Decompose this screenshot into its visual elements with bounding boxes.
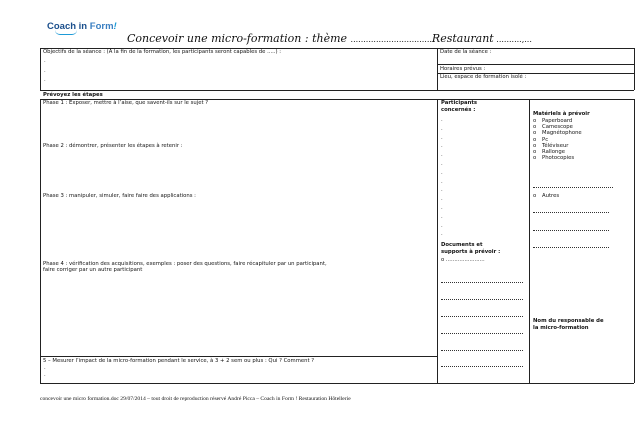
rule xyxy=(529,99,530,383)
rule xyxy=(40,383,634,384)
phase-5: 5 – Mesurer l’impact de la micro-formation pendant le service, à 3 + 2 sem ou plus : Qui ? Comment ? xyxy=(43,358,315,364)
phase-5-dot: . xyxy=(44,365,46,371)
materiels-label: Matériels à prévoir xyxy=(533,111,590,117)
rule xyxy=(634,99,635,383)
autres-label: Autres xyxy=(542,193,560,199)
dot: . xyxy=(441,134,443,141)
documents-label: Documents et xyxy=(441,242,483,248)
material-label: Rallonge xyxy=(542,149,565,156)
materiels-list xyxy=(533,118,582,161)
lieu-label: Lieu, espace de formation isolé : xyxy=(440,74,527,80)
list-item xyxy=(533,155,582,161)
documents-line xyxy=(441,333,523,334)
dot: . xyxy=(441,152,443,159)
rule xyxy=(40,48,41,90)
phase-4-line-2: faire corriger par un autre participant xyxy=(43,267,143,273)
logo-swoosh-icon xyxy=(55,30,77,35)
date-label: Date de la séance : xyxy=(440,49,492,55)
phase-2: Phase 2 : démontrer, présenter les étapes à retenir : xyxy=(43,143,183,149)
rule xyxy=(40,356,437,357)
dot: . xyxy=(441,196,443,203)
dot: . xyxy=(441,222,443,229)
documents-first-item: o ....................... xyxy=(441,257,485,263)
dot: . xyxy=(441,204,443,211)
phase-3: Phase 3 : manipuler, simuler, faire faire des applications : xyxy=(43,193,196,199)
dot: . xyxy=(441,213,443,220)
material-label: Paperboard xyxy=(542,118,573,124)
material-label: Pc xyxy=(542,136,549,143)
dot: . xyxy=(441,160,443,167)
logo-text-part2: Form xyxy=(89,21,114,32)
rule xyxy=(40,99,41,383)
title-theme: Restaurant xyxy=(431,32,494,45)
steps-heading: Prévoyez les étapes xyxy=(43,92,103,98)
participants-dots xyxy=(441,117,443,238)
bullet-icon: o xyxy=(533,136,537,143)
materiels-line xyxy=(533,247,609,248)
horaires-label: Horaires prévus : xyxy=(440,65,486,72)
materiels-line xyxy=(533,212,609,213)
title-dots-2: ..........,... xyxy=(493,35,532,44)
logo-mark: ! xyxy=(113,21,117,32)
participants-label-2: concernés : xyxy=(441,107,476,113)
material-label: Téléviseur xyxy=(542,142,569,149)
dot: . xyxy=(441,169,443,176)
material-label: Photocopies xyxy=(542,155,575,162)
rule xyxy=(437,48,438,90)
documents-line xyxy=(441,366,523,367)
responsable-label-2: la micro-formation xyxy=(533,325,589,331)
phase-4-line-1: Phase 4 : vérification des acquisitions, exemples : poser des questions, faire récapituler par un participant, xyxy=(43,261,327,267)
bullet-icon: o xyxy=(533,149,537,156)
objectives-label: Objectifs de la séance : (A la fin de la formation, les participants seront capables de .....) : xyxy=(43,49,282,55)
rule xyxy=(437,64,634,65)
dot: . xyxy=(441,231,443,238)
page-title xyxy=(127,32,532,45)
materiels-line xyxy=(533,230,609,231)
rule xyxy=(634,48,635,90)
objectives-dot: . xyxy=(44,77,46,83)
material-label: Camescope xyxy=(542,124,573,131)
materiels-line xyxy=(533,187,613,188)
dot: . xyxy=(441,143,443,150)
bullet-icon: o xyxy=(533,142,537,149)
responsable-label: Nom du responsable de xyxy=(533,318,604,324)
material-label: Magnétophone xyxy=(542,130,582,137)
participants-label: Participants xyxy=(441,100,478,106)
materiels-autres xyxy=(533,193,559,199)
rule xyxy=(40,90,634,91)
objectives-dot: . xyxy=(44,68,46,74)
dot: . xyxy=(441,187,443,194)
bullet-icon: o xyxy=(533,118,537,124)
documents-line xyxy=(441,350,523,351)
bullet-icon: o xyxy=(533,155,537,162)
title-dots-1: ................................ xyxy=(350,35,432,44)
objectives-dot: . xyxy=(44,58,46,64)
bullet-icon: o xyxy=(533,130,537,137)
dot: . xyxy=(441,125,443,132)
dot: . xyxy=(441,178,443,185)
phase-1: Phase 1 : Exposer, mettre à l’aise, que savent-ils sur le sujet ? xyxy=(43,100,209,106)
dot: . xyxy=(441,117,443,123)
title-text: Concevoir une micro-formation : thème xyxy=(127,32,351,45)
logo-text-part1: Coach in xyxy=(47,21,90,32)
rule xyxy=(437,99,438,383)
documents-line xyxy=(441,316,523,317)
documents-label-2: supports à prévoir : xyxy=(441,249,501,255)
bullet-icon: o xyxy=(533,124,537,131)
bullet-icon: o xyxy=(533,193,537,199)
documents-line xyxy=(441,282,523,283)
page-footer: concevoir une micro formation.doc 29/07/2014 – tout droit de reproduction réservé André Picca – Coach in Form ! Restauration Hôtellerie xyxy=(40,396,351,402)
documents-line xyxy=(441,299,523,300)
phase-5-dot: . xyxy=(44,372,46,378)
